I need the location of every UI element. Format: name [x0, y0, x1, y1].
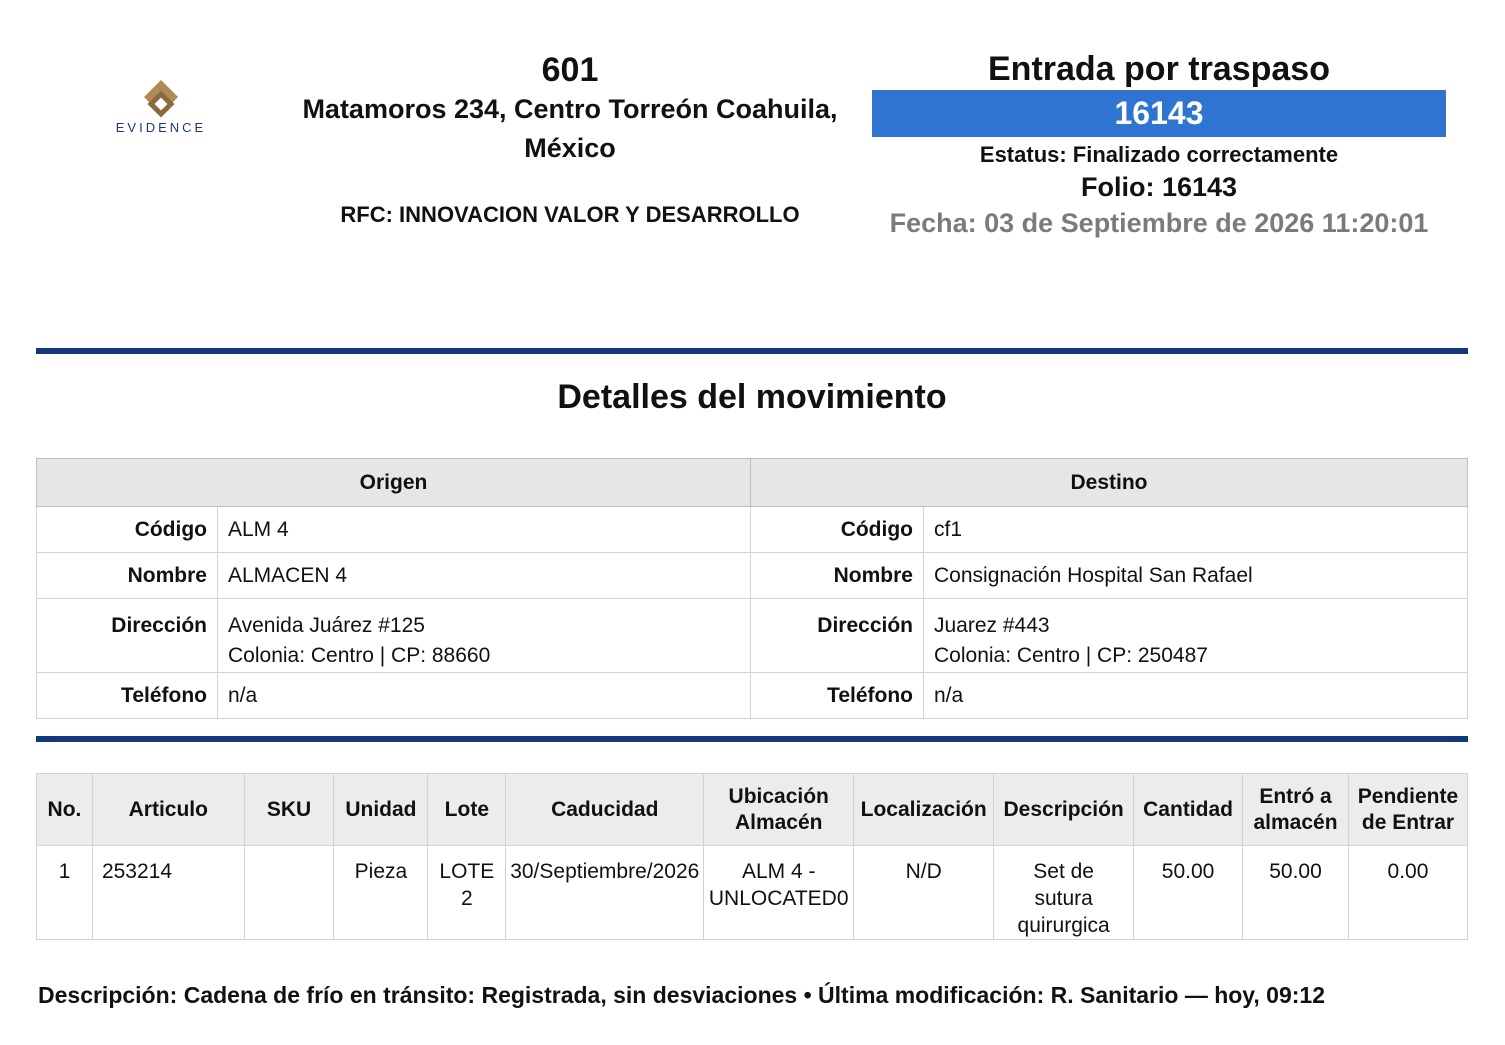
document-status: Estatus: Finalizado correctamente: [979, 142, 1339, 167]
origin-header: Origen: [37, 459, 751, 507]
col-ubicacion-line2: Almacén: [734, 810, 823, 834]
divider-top: [36, 348, 1468, 354]
cell-no: 1: [37, 846, 93, 940]
cell-descripcion-line1: Set de: [1033, 860, 1094, 883]
cell-articulo: 253214: [92, 846, 244, 940]
document-info: [872, 48, 1446, 241]
col-entro-line2: almacén: [1253, 810, 1338, 834]
dest-codigo-label: Código: [751, 507, 924, 553]
cell-localizacion: N/D: [854, 846, 994, 940]
document-id-bar: 16143: [872, 90, 1446, 137]
company-address-line1: Matamoros 234, Centro Torreón Coahuila,: [302, 94, 838, 124]
dest-direccion-value: [924, 599, 1468, 673]
cell-lote: [428, 846, 506, 940]
dest-nombre-value: Consignación Hospital San Rafael: [924, 553, 1468, 599]
col-no: No.: [37, 774, 93, 846]
origin-direccion-line2: Colonia: Centro | CP: 88660: [228, 644, 491, 667]
col-entro: [1243, 774, 1349, 846]
origin-direccion-value: [218, 599, 751, 673]
origin-direccion-label: Dirección: [37, 599, 218, 673]
cell-lote-line2: 2: [460, 887, 473, 910]
origin-codigo-label: Código: [37, 507, 218, 553]
cell-descripcion: [994, 846, 1134, 940]
items-table: [36, 773, 1468, 940]
diamond-logo-icon: [140, 78, 182, 118]
origin-destination-table: [36, 458, 1468, 719]
cell-descripcion-line3: quirurgica: [1017, 914, 1110, 937]
table-row: [37, 846, 1468, 940]
company-logo: [108, 78, 214, 135]
cell-entro: 50.00: [1243, 846, 1349, 940]
od-row-nombre: [37, 553, 1468, 599]
od-header-row: [37, 459, 1468, 507]
col-ubicacion: [704, 774, 854, 846]
cell-caducidad: 30/Septiembre/2026: [506, 846, 704, 940]
company-rfc: RFC: INNOVACION VALOR Y DESARROLLO: [340, 202, 800, 227]
document-type: Entrada por traspaso: [988, 50, 1330, 88]
od-row-codigo: [37, 507, 1468, 553]
col-lote: Lote: [428, 774, 506, 846]
origin-telefono-value: n/a: [218, 673, 751, 719]
destination-header: Destino: [751, 459, 1468, 507]
col-sku: SKU: [244, 774, 334, 846]
col-pendiente-line1: Pendiente: [1357, 784, 1459, 808]
cell-ubicacion-line1: ALM 4 -: [741, 860, 816, 883]
document-folio: Folio: 16143: [1080, 172, 1238, 202]
col-caducidad: Caducidad: [506, 774, 704, 846]
dest-direccion-line2: Colonia: Centro | CP: 250487: [934, 644, 1208, 667]
company-number: 601: [541, 51, 599, 89]
company-address-line2: México: [524, 133, 616, 163]
col-localizacion: Localización: [854, 774, 994, 846]
cell-ubicacion-line2: UNLOCATED0: [708, 887, 849, 910]
origin-nombre-value: ALMACEN 4: [218, 553, 751, 599]
od-row-direccion: [37, 599, 1468, 673]
dest-codigo-value: cf1: [924, 507, 1468, 553]
cell-cantidad: 50.00: [1134, 846, 1243, 940]
col-cantidad: Cantidad: [1134, 774, 1243, 846]
cell-ubicacion: [704, 846, 854, 940]
origin-codigo-value: ALM 4: [218, 507, 751, 553]
origin-nombre-label: Nombre: [37, 553, 218, 599]
cell-pendiente: 0.00: [1348, 846, 1467, 940]
col-pendiente: [1348, 774, 1467, 846]
dest-telefono-value: n/a: [924, 673, 1468, 719]
col-descripcion: Descripción: [994, 774, 1134, 846]
dest-nombre-label: Nombre: [751, 553, 924, 599]
company-info: [280, 50, 860, 228]
od-row-telefono: [37, 673, 1468, 719]
items-header-row: [37, 774, 1468, 846]
footer-description: Descripción: Cadena de frío en tránsito: Registrada, sin desviaciones • Última modificación: R. Sanitario — hoy, 09:12: [38, 982, 1326, 1008]
cell-unidad: Pieza: [334, 846, 428, 940]
col-unidad: Unidad: [334, 774, 428, 846]
cell-sku: [244, 846, 334, 940]
cell-descripcion-line2: sutura: [1034, 887, 1093, 910]
col-entro-line1: Entró a: [1259, 784, 1332, 808]
dest-telefono-label: Teléfono: [751, 673, 924, 719]
cell-lote-line1: LOTE: [439, 860, 495, 883]
col-articulo: Articulo: [92, 774, 244, 846]
col-pendiente-line2: de Entrar: [1361, 810, 1455, 834]
document-date: Fecha: 03 de Septiembre de 2026 11:20:01: [889, 208, 1429, 238]
origin-direccion-line1: Avenida Juárez #125: [228, 614, 425, 637]
dest-direccion-line1: Juarez #443: [934, 614, 1050, 637]
col-ubicacion-line1: Ubicación: [728, 784, 829, 808]
logo-text: EVIDENCE: [115, 120, 207, 135]
divider-middle: [36, 736, 1468, 742]
dest-direccion-label: Dirección: [751, 599, 924, 673]
section-title: Detalles del movimiento: [557, 378, 947, 416]
origin-telefono-label: Teléfono: [37, 673, 218, 719]
